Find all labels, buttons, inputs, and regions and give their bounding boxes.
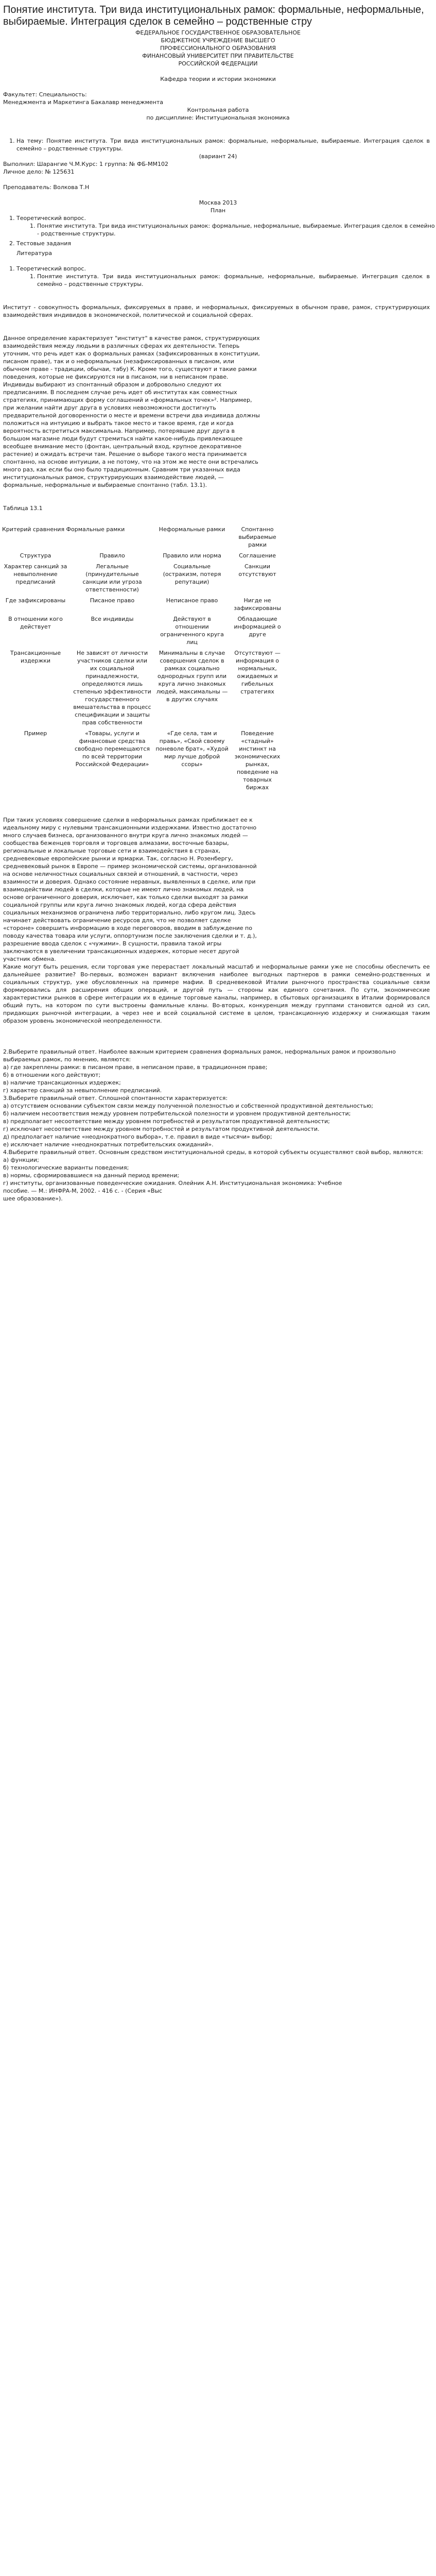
section-item: [16, 265, 436, 288]
answer-option: г) исключает несоответствие между уровнем потребностей и результатом продуктивной деятельности.: [3, 1126, 320, 1132]
topic-list: [3, 137, 436, 152]
paragraph-informal-deals: При таких условиях совершение сделки в неформальных рамках приближает ее к идеальному миру с нулевыми трансакционными издержками. Известно достаточно много случаев бизнеса, организованного внутри круга лично знакомых людей — сообщества беженцев торговля и торговцев алмазами, восточные базары, региональные и локальные торговые сети и взаимодействия в странах, средневековые европейские рынки и ярмарки. Так, согласно Н. Розенбергу, средневековый рынок в Европе — пример экономической системы, организованной на основе неличностных социальных связей и отношений, в частности, через взаимности и доверия. Однако состояние неравных, выявленных в сделке, или при взаимодействии людей в сделки, которые не имеют лично знакомых людей, на основе ограниченного доверия, исключает, как только сделки выходят за рамки социальной группы или круга лично знакомых людей, когда сфера действия социальных механизмов ограничена либо территориально, либо кругом лиц. Здесь начинает действовать ограничение ресурсов для, что не позволяет сделке «стороне» совершить информацию в ходе переговоров, вводим в заблуждение по поводу качества товара или услуги, оппортунизм после заключения сделки и т. д.), разрешение ввода сделок с «чужими». В сущности, правила такой игры заключаются в увеличении трансакционных издержек, которые несет другой участник обмена.: [3, 817, 257, 962]
table-cell: Писаное право: [90, 597, 135, 604]
plan-item: [16, 214, 436, 238]
table-cell: Где зафиксированы: [5, 597, 66, 604]
table-row: [0, 648, 436, 728]
table-cell: Обладающие информацией о друге: [234, 616, 281, 638]
reference-line: пособие. — М.: ИНФРА-М, 2002. - 416 с. - (Серия «Выс: [3, 1188, 163, 1194]
document-title: Понятие института. Три вида институциональных рамок: формальные, неформальные, выбираемые. Интеграция сделок в семейно – родственные стру: [3, 4, 424, 27]
city-year: Москва 2013: [199, 199, 237, 206]
paragraph-explanation: Данное определение характеризует "институт" в качестве рамок, структурирующих взаимодействия между людьми в различных сферах их деятельности. Теперь уточним, что речь идет как о формальных рамках (зафиксированных в конституции, писаном праве), так и о неформальных (незафиксированных в писаном, или обычном праве - традиции, обычаи, табу) К. Кроме того, существуют и такие рамки поведения, которые не фиксируются ни в писаном, ни в неписаном праве. Индивиды выбирают из спонтанный образом и добровольно следуют их предписаниям. В последнем случае речь идет об институтах как совместных стратегиях, принимающих форму соглашений и «формальных точек»². Например, при желании найти друг друга в условиях невозможности достигнуть предварительной договоренности о месте и времени встречи два индивида должны положиться на интуицию и выбрать такое место и такое время, где и когда вероятность встретиться максимальна. Например, потерявшие друг друга в большом магазине люди будут стремиться найти какое-нибудь привлекающее всеобщее внимание место (фонтан, центральный вход, крупное декоративное растение) и ожидать встречи там. Решение о выборе такого места принимается спонтанно, на основе интуиции, а не потому, что на этом же месте они встречались много раз, как если бы оно было традиционным. Сравним три указанных вида институциональных рамок, структурирующих взаимодействие людей, — формальные, неформальные и выбираемые спонтанно (табл. 13.1).: [3, 335, 260, 488]
question-line: 3.Выберите правильный ответ. Сплошной спонтанности характеризуется:: [3, 1095, 228, 1101]
table-cell: «Товары, услуги и финансовые средства свободно перемещаются по всей территории Российской Федерации»: [75, 730, 150, 768]
author-line: Выполнил: Шарангие Ч.М.Курс: 1 группа: № ФБ-ММ102: [3, 161, 168, 167]
faculty-line: Факультет: Специальность:: [3, 91, 87, 98]
section-item-label: Теоретический вопрос.: [16, 265, 86, 272]
answer-option: б) технологические варианты поведения;: [3, 1164, 129, 1171]
table-cell: Все индивиды: [91, 616, 134, 622]
answer-option: г) институты, организованные поведенческие ожидания. Олейник А.Н. Институциональная экономика: Учебное: [3, 1180, 342, 1187]
plan-item: 2. Тестовые задания: [16, 240, 436, 247]
table-cell: Структура: [20, 552, 51, 559]
answer-option: в) наличие трансакционных издержек;: [3, 1079, 121, 1086]
table-cell: Поведение «стадный» инстинкт на экономических рынках, поведение на товарных биржах: [234, 730, 281, 791]
answer-option: б) в отношении кого действуют;: [3, 1072, 101, 1078]
header-line: ФЕДЕРАЛЬНОЕ ГОСУДАРСТВЕННОЕ ОБРАЗОВАТЕЛЬНОЕ: [135, 29, 301, 36]
table-header-cell: Критерий сравнения Формальные рамки: [2, 526, 125, 533]
table-cell: «Где села, там и правь», «Свой своему поневоле брат», «Худой мир лучше доброй ссоры»: [155, 730, 229, 768]
answer-option: д) предполагает наличие «неоднократного выбора», т.е. правил в виде «тысячи» выбор;: [3, 1133, 272, 1140]
department-name: Кафедра теории и истории экономики: [160, 76, 276, 82]
header-line: РОССИЙСКОЙ ФЕДЕРАЦИИ: [178, 60, 258, 67]
specialty-line: Менеджмента и Маркетинга Бакалавр менеджмента: [3, 99, 164, 106]
answer-option: а) функции;: [3, 1157, 39, 1163]
table-cell: Пример: [24, 730, 47, 737]
variant-number: (вариант 24): [199, 153, 237, 160]
table-cell: Правило: [99, 552, 125, 559]
institution-header: [0, 29, 436, 83]
table-row: [0, 614, 436, 648]
table-cell: Легальные (принудительные санкции или угроза ответственности): [82, 563, 142, 593]
plan-sublist: [16, 222, 436, 238]
header-line: ПРОФЕССИОНАЛЬНОГО ОБРАЗОВАНИЯ: [160, 45, 276, 52]
section-sublist: [16, 273, 436, 288]
table-cell: Нигде не зафиксированы: [234, 597, 281, 612]
work-type: Контрольная работа: [187, 107, 249, 113]
paragraph-definition: Институт - совокупность формальных, фиксируемых в праве, и неформальных, фиксируемых в обычном праве, рамок, структурирующих взаимодействия индивидов в экономической, политической и социальной сферах.: [3, 304, 430, 318]
reference-line: шее образование»).: [3, 1195, 63, 1202]
answer-option: а) отсутствием основании субъектом связи между полученной полезностью и собственной продуктивной деятельностью;: [3, 1103, 374, 1109]
question-line: 4.Выберите правильный ответ. Основным средством институциональной среды, в которой субъекты осуществляют свой выбор, являются:: [3, 1149, 423, 1156]
plan-heading: План: [210, 207, 226, 214]
table-cell: Не зависят от личности участников сделки или их социальной принадлежности, определяются лишь степенью эффективности государственного вмешательства в процесс спецификации и защиты прав собственности: [73, 650, 151, 726]
plan-subitem: 1. Понятие института. Три вида институциональных рамок: формальные, неформальные, выбираемые. Интеграция сделок в семейно - родственные структуры.: [37, 222, 436, 238]
section-list: [3, 265, 436, 288]
table-cell: Минимальны в случае совершения сделок в рамках социально однородных групп или круга лично знакомых людей, максимальны — в других случаях: [156, 650, 228, 703]
table-caption: Таблица 13.1: [3, 505, 43, 512]
discipline: по дисциплине: Институциональная экономика: [146, 114, 290, 121]
comparison-table: [0, 524, 436, 793]
answer-option: е) исключает наличие «неоднократных потребительских ожиданий».: [3, 1141, 214, 1148]
table-cell: Социальные (остракизм, потеря репутации): [163, 563, 221, 585]
table-header-row: [0, 524, 436, 550]
answer-option: г) характер санкций за невыполнение предписаний.: [3, 1087, 162, 1094]
header-line: ФИНАНСОВЫЙ УНИВЕРСИТЕТ ПРИ ПРАВИТЕЛЬСТВЕ: [142, 53, 294, 59]
personal-file-line: Личное дело: № 125631: [3, 168, 75, 175]
answer-option: б) наличием несоответствия между уровнем потребительской полезности и уровнем продуктивной деятельности;: [3, 1110, 351, 1117]
table-row: [0, 728, 436, 793]
plan-literature: Литература: [16, 250, 52, 257]
section-subitem: 1. Понятие института. Три вида институциональных рамок: формальные, неформальные, выбираемые. Интеграция сделок в семейно – родственные структуры.: [37, 273, 436, 288]
answer-option: в) нормы, сформировавшиеся на данный период времени;: [3, 1172, 180, 1179]
table-cell: Неписаное право: [166, 597, 218, 604]
header-line: БЮДЖЕТНОЕ УЧРЕЖДЕНИЕ ВЫСШЕГО: [161, 37, 275, 44]
plan-item-label: Теоретический вопрос.: [16, 215, 86, 222]
table-cell: Соглашение: [239, 552, 276, 559]
table-cell: Санкции отсутствуют: [238, 563, 276, 578]
answer-option: в) предполагает несоответствие между уровнем потребностей и результатом продуктивной деятельности;: [3, 1118, 330, 1125]
table-cell: В отношении кого действует: [8, 616, 63, 630]
blank-page-area: [0, 1202, 436, 2576]
table-row: [0, 561, 436, 595]
paragraph-solutions: Какие могут быть решения, если торговая уже перерастает локальный масштаб и неформальные рамки уже не способны обеспечить ее дальнейшее развитие? Во-первых, возможен вариант включения наиболее выгодных партнеров в рамки семейно-родственных и социальных структур, уже обусловленных на примере мафии. В средневековой Италии рыночного пространства социальные связи формировались для расширения общих операций, и другой путь — стороны как единого сочетания. По сути, экономические характеристики рынков в сфере интеграции их в единые торговые каналы, например, в сбытовых организациях в Италии формировался общий путь, на котором по сути выстроены фамильные кланы. Во-вторых, конкуренция между группами становится одной из сил, придающих рыночной интеграции, а через нее и всей социальной системе в целом, трансакционную издержку и снижающая таким образом уровень экономической неопределенности.: [3, 963, 430, 1024]
table-cell: Трансакционные издержки: [10, 650, 61, 664]
table-header-cell: Спонтанно выбираемые рамки: [238, 526, 276, 548]
table-row: [0, 595, 436, 614]
table-header-cell: Неформальные рамки: [159, 526, 225, 533]
table-cell: Правило или норма: [163, 552, 221, 559]
table-row: [0, 550, 436, 561]
table-cell: Отсутствуют — информация о нормальных, ожидаемых и гибельных стратегиях: [234, 650, 281, 695]
answer-option: а) где закреплены рамки: в писаном праве, в неписаном праве, в традиционном праве;: [3, 1064, 268, 1071]
plan-list: [3, 214, 436, 247]
table-cell: Действуют в отношении ограниченного круга лиц: [160, 616, 224, 646]
table-cell: Характер санкций за невыполнение предписаний: [4, 563, 67, 585]
teacher-line: Преподаватель: Волкова Т.Н: [3, 184, 90, 191]
test-questions: [0, 1048, 436, 1202]
topic-item: 1. На тему: Понятие института. Три вида институциональных рамок: формальные, неформальные, выбираемые. Интеграция сделок в семейно – родственные структуры.: [16, 137, 436, 152]
question-line: 2.Выберите правильный ответ. Наиболее важным критерием сравнения формальных рамок, неформальных рамок и произвольно выбираемых рамок, по мнению, являются:: [3, 1048, 396, 1063]
